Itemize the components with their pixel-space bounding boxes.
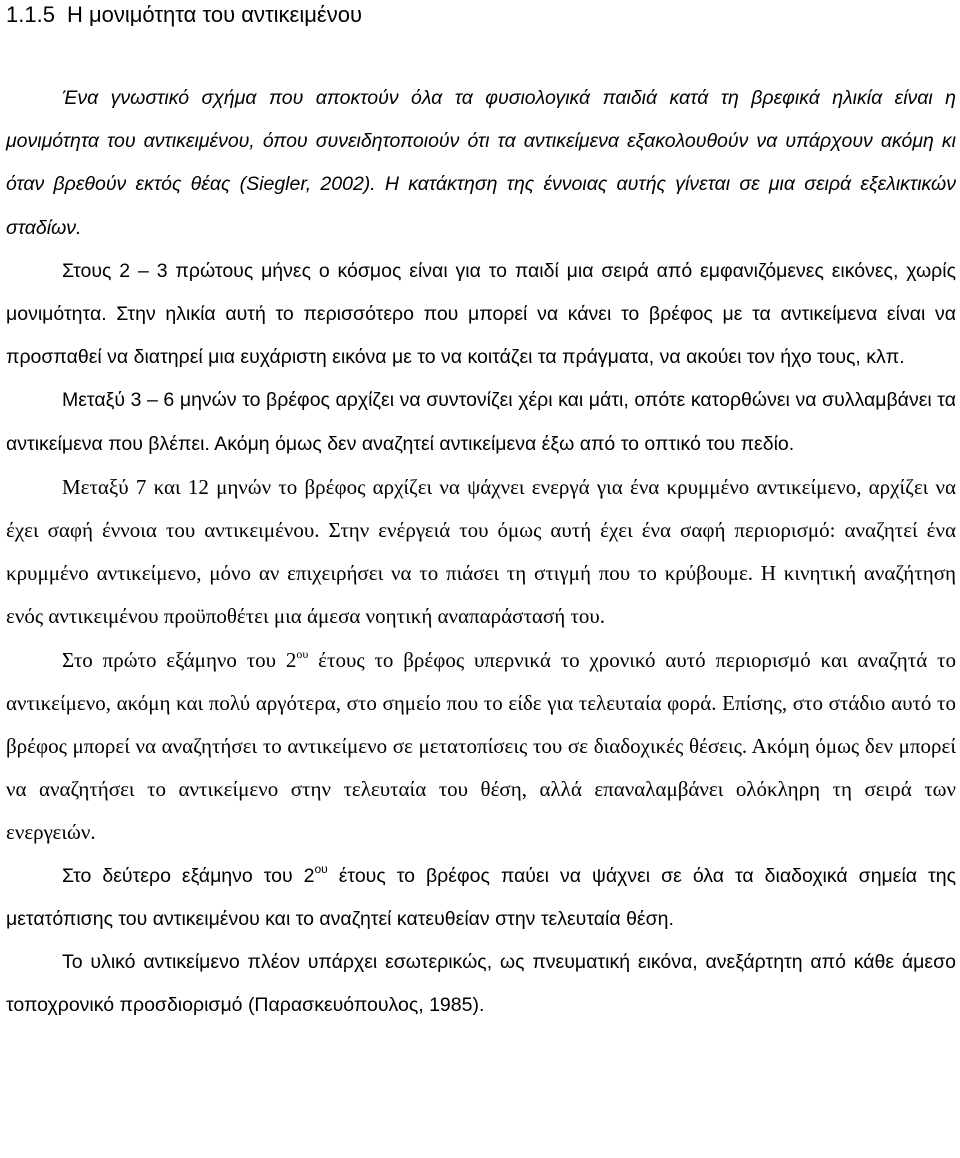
paragraph: Το υλικό αντικείμενο πλέον υπάρχει εσωτερικώς, ως πνευματική εικόνα, ανεξάρτητη από κάθε άμεσο τοποχρονικό προσδιορισμό (Παρασκευόπουλος, 1985).: [6, 951, 956, 1017]
body-text: [6, 77, 956, 1027]
paragraph-text-start: Στο δεύτερο εξάμηνο του 2: [62, 864, 315, 887]
paragraph: [6, 855, 956, 941]
ordinal-superscript: ου: [314, 861, 328, 876]
paragraph-text-rest: έτους το βρέφος υπερνικά το χρονικό αυτό περιορισμό και αναζητά το αντικείμενο, ακόμη και πολύ αργότερα, στο σημείο που το είδε για τελευταία φορά. Επίσης, στο στάδιο αυτό το βρέφος μπορεί να αναζητήσει το αντικείμενο σε μετατοπίσεις του σε διαδοχικές θέσεις. Ακόμη όμως δεν μπορεί να αναζητήσει το αντικείμενο στην τελευταία του θέση, αλλά επαναλαμβάνει ολόκληρη τη σειρά των ενεργειών.: [6, 647, 956, 845]
paragraph: Ένα γνωστικό σχήμα που αποκτούν όλα τα φυσιολογικά παιδιά κατά τη βρεφικά ηλικία είναι η μονιμότητα του αντικειμένου, όπου συνειδητοποιούν ότι τα αντικείμενα εξακολουθούν να υπάρχουν ακόμη κι όταν βρεθούν εκτός θέας (Siegler, 2002). Η κατάκτηση της έννοιας αυτής γίνεται σε μια σειρά εξελικτικών σταδίων.: [6, 87, 956, 239]
paragraph: Μεταξύ 7 και 12 μηνών το βρέφος αρχίζει να ψάχνει ενεργά για ένα κρυμμένο αντικείμενο, αρχίζει να έχει σαφή έννοια του αντικειμένου. Στην ενέργειά του όμως αυτή έχει ένα σαφή περιορισμό: αναζητεί ένα κρυμμένο αντικείμενο, μόνο αν επιχειρήσει να το πιάσει τη στιγμή που το κρύβουμε. Η κινητική αναζήτηση ενός αντικειμένου προϋποθέτει μια άμεσα νοητική αναπαράστασή του.: [6, 474, 956, 629]
section-number: 1.1.5: [6, 2, 55, 27]
ordinal-superscript: ου: [296, 646, 309, 661]
paragraph-text-rest: έτους το βρέφος παύει να ψάχνει σε όλα τα διαδοχικά σημεία της μετατόπισης του αντικειμένου και το αναζητεί κατευθείαν στην τελευταία θέση.: [6, 864, 956, 930]
paragraph: Στους 2 – 3 πρώτους μήνες ο κόσμος είναι για το παιδί μια σειρά από εμφανιζόμενες εικόνες, χωρίς μονιμότητα. Στην ηλικία αυτή το περισσότερο που μπορεί να κάνει το βρέφος με τα αντικείμενα είναι να προσπαθεί να διατηρεί μια ευχάριστη εικόνα με το να κοιτάζει τα πράγματα, να ακούει τον ήχο τους, κλπ.: [6, 259, 956, 369]
section-heading: [6, 1, 362, 29]
paragraph: [6, 639, 956, 855]
section-title: Η μονιμότητα του αντικειμένου: [66, 2, 362, 27]
paragraph: Μεταξύ 3 – 6 μηνών το βρέφος αρχίζει να συντονίζει χέρι και μάτι, οπότε κατορθώνει να συλλαμβάνει τα αντικείμενα που βλέπει. Ακόμη όμως δεν αναζητεί αντικείμενα έξω από το οπτικό του πεδίο.: [6, 389, 956, 455]
paragraph-text-start: Στο πρώτο εξάμηνο του 2: [62, 647, 297, 672]
